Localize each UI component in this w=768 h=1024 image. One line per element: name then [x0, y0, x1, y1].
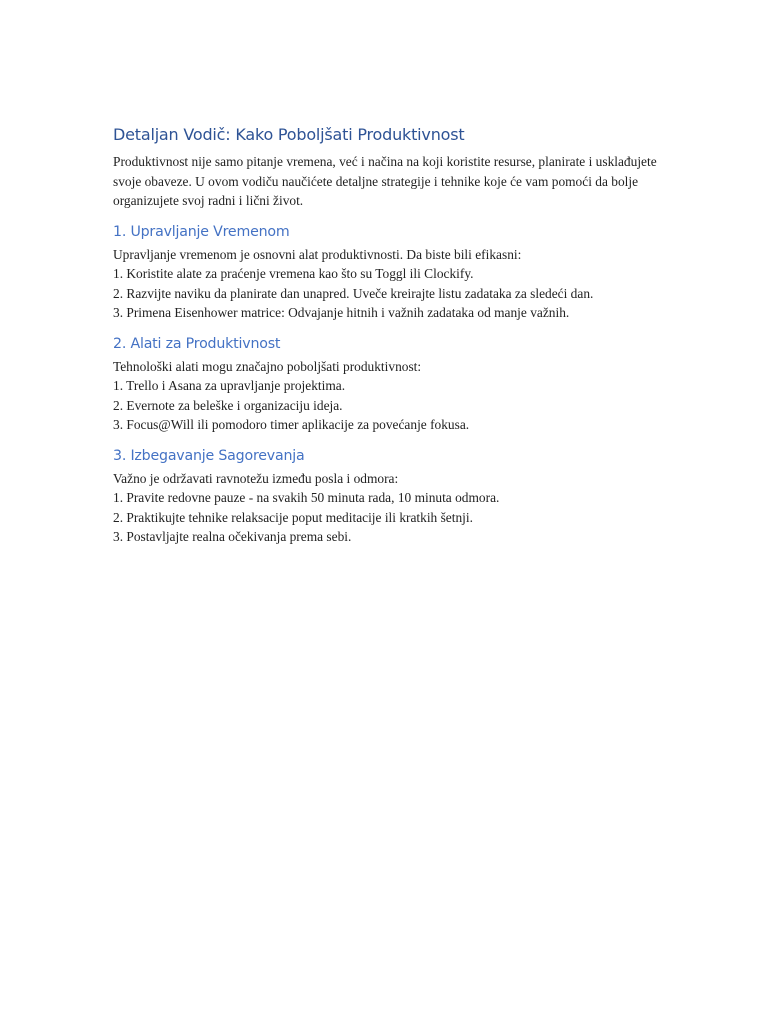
section-heading: 1. Upravljanje Vremenom	[113, 223, 290, 240]
list-item: 2. Razvijte naviku da planirate dan unapred. Uveče kreirajte listu zadataka za sledeći dan.	[113, 285, 594, 301]
list-item: 2. Evernote za beleške i organizaciju ideja.	[113, 397, 343, 413]
section-productivity-tools	[113, 334, 673, 435]
list-item: 3. Postavljajte realna očekivanja prema sebi.	[113, 529, 352, 544]
document-page	[113, 124, 673, 558]
list-item: 3. Focus@Will ili pomodoro timer aplikacije za povećanje fokusa.	[113, 417, 470, 432]
list-item: 2. Praktikujte tehnike relaksacije poput meditacije ili kratkih šetnji.	[113, 509, 473, 525]
section-heading: 3. Izbegavanje Sagorevanja	[113, 447, 305, 464]
list-item: 1. Koristite alate za praćenje vremena kao što su Toggl ili Clockify.	[113, 266, 474, 281]
section-lead: Važno je održavati ravnotežu između posla i odmora:	[113, 470, 399, 486]
document-title: Detaljan Vodič: Kako Poboljšati Produktivnost	[113, 125, 465, 144]
intro-paragraph: Produktivnost nije samo pitanje vremena, već i načina na koji koristite resurse, planirate i usklađujete svoje obaveze. U ovom vodiču naučićete detaljne strategije i tehnike koje će vam pomoći da bolje organizujete svoj radni i lični život.	[113, 154, 657, 208]
section-lead: Tehnološki alati mogu značajno poboljšati produktivnost:	[113, 358, 422, 374]
section-burnout-avoidance	[113, 446, 673, 547]
list-item: 3. Primena Eisenhower matrice: Odvajanje hitnih i važnih zadataka od manje važnih.	[113, 305, 570, 320]
section-time-management	[113, 222, 673, 323]
list-item: 1. Pravite redovne pauze - na svakih 50 minuta rada, 10 minuta odmora.	[113, 490, 500, 505]
section-lead: Upravljanje vremenom je osnovni alat produktivnosti. Da biste bili efikasni:	[113, 246, 522, 262]
list-item: 1. Trello i Asana za upravljanje projektima.	[113, 378, 346, 393]
section-heading: 2. Alati za Produktivnost	[113, 335, 281, 352]
